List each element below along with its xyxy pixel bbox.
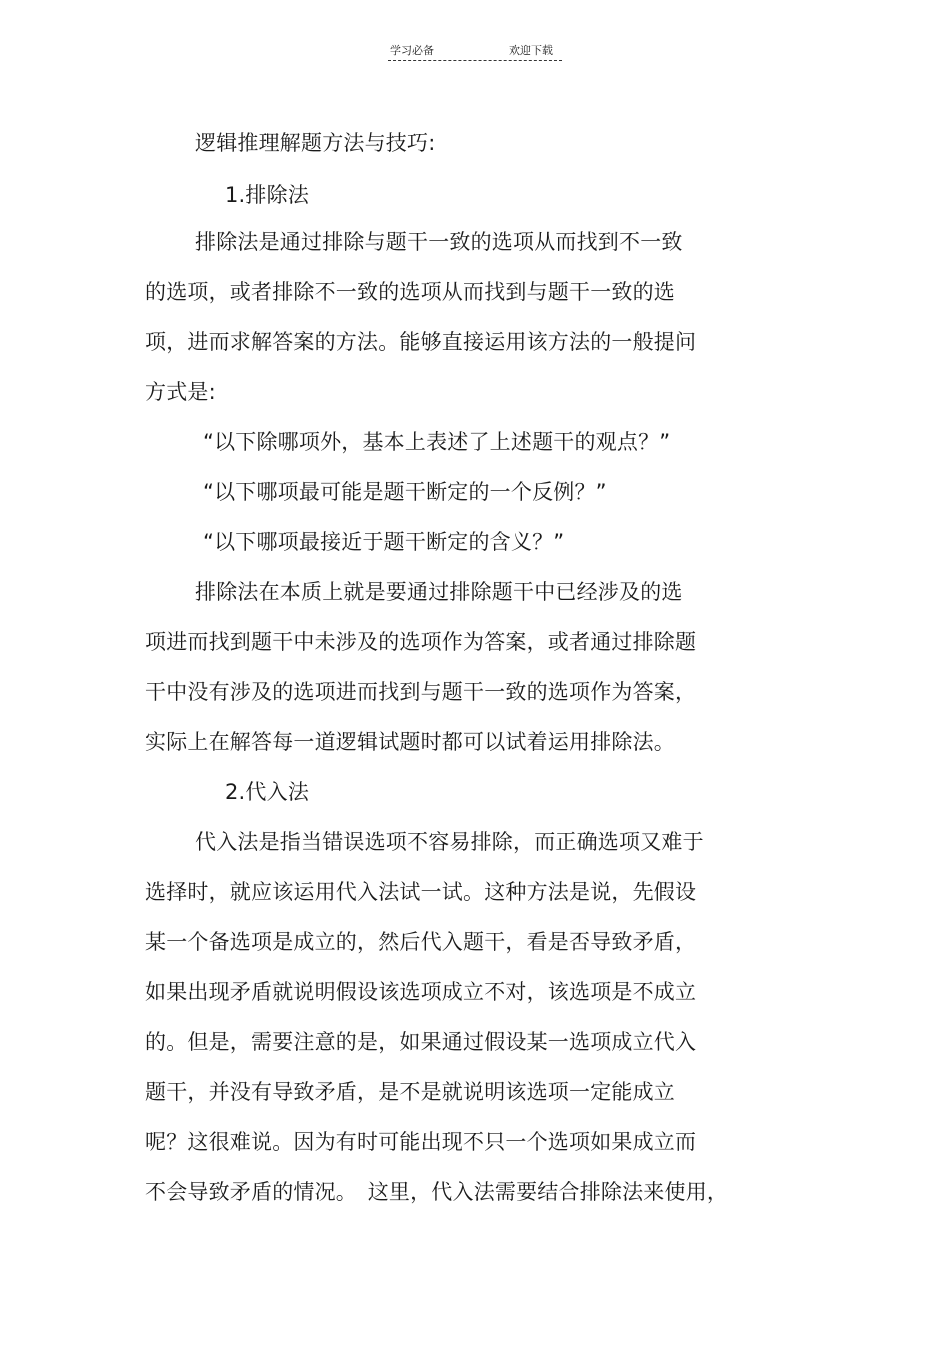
paragraph-line: 不会导致矛盾的情况。 这里，代入法需要结合排除法来使用， <box>145 1180 729 1204</box>
paragraph-line: 的。但是，需要注意的是，如果通过假设某一选项成立代入 <box>145 1030 697 1054</box>
paragraph-line: 项进而找到题干中未涉及的选项作为答案，或者通过排除题 <box>145 630 697 654</box>
paragraph-line: 某一个备选项是成立的，然后代入题干，看是否导致矛盾， <box>145 930 697 954</box>
header-right-text: 欢迎下载 <box>509 44 553 57</box>
section-heading-elimination: 1.排除法 <box>225 183 310 207</box>
paragraph-line: 实际上在解答每一道逻辑试题时都可以试着运用排除法。 <box>145 730 675 754</box>
paragraph-line: 题干，并没有导致矛盾，是不是就说明该选项一定能成立 <box>145 1080 675 1104</box>
paragraph-line: 呢？这很难说。因为有时可能出现不只一个选项如果成立而 <box>145 1130 697 1154</box>
paragraph-line: 项，进而求解答案的方法。能够直接运用该方法的一般提问 <box>145 330 697 354</box>
section-heading-substitution: 2.代入法 <box>225 780 310 804</box>
question-example: “以下哪项最接近于题干断定的含义？” <box>203 530 565 554</box>
paragraph-line: 代入法是指当错误选项不容易排除，而正确选项又难于 <box>195 830 704 854</box>
paragraph-line: 的选项，或者排除不一致的选项从而找到与题干一致的选 <box>145 280 675 304</box>
question-example: “以下哪项最可能是题干断定的一个反例？” <box>203 480 607 504</box>
paragraph-line: 方式是: <box>145 380 216 404</box>
paragraph-line: 排除法是通过排除与题干一致的选项从而找到不一致 <box>195 230 683 254</box>
paragraph-line: 排除法在本质上就是要通过排除题干中已经涉及的选 <box>195 580 683 604</box>
paragraph-line: 如果出现矛盾就说明假设该选项成立不对，该选项是不成立 <box>145 980 697 1004</box>
paragraph-line: 选择时，就应该运用代入法试一试。这种方法是说，先假设 <box>145 880 697 904</box>
question-example: “以下除哪项外，基本上表述了上述题干的观点？” <box>203 430 671 454</box>
header-left-text: 学习必备 <box>390 44 434 57</box>
paragraph-line: 干中没有涉及的选项进而找到与题干一致的选项作为答案， <box>145 680 697 704</box>
document-title: 逻辑推理解题方法与技巧: <box>195 131 436 155</box>
page-header <box>388 40 562 61</box>
